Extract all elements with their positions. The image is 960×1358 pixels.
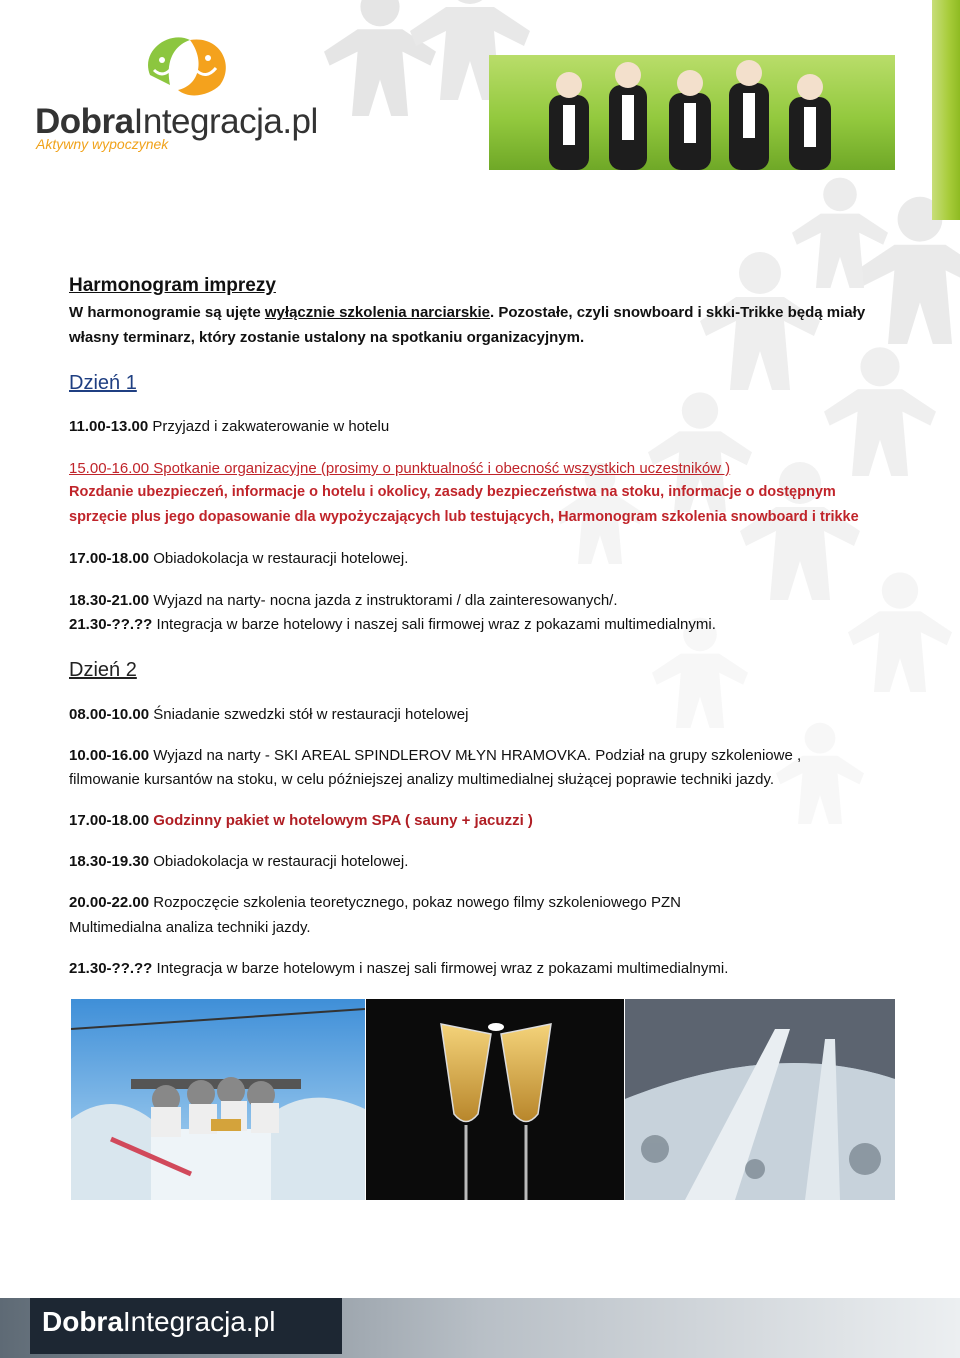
intro-line-1: W harmonogramie są ujęte wyłącznie szkolenia narciarskie. Pozostałe, czyli snowboard i skki-Trikke będą miały [69, 304, 866, 321]
day2-event-5: 20.00-22.00 Rozpoczęcie szkolenia teoretycznego, pokaz nowego filmy szkoleniowego PZN [69, 894, 682, 911]
ski-slope-aerial-photo [625, 999, 895, 1200]
logo-tagline: Aktywny wypoczynek [36, 136, 169, 152]
day-1-heading: Dzień 1 [69, 372, 137, 394]
footer-banner [0, 1298, 960, 1358]
day2-event-3: 17.00-18.00 Godzinny pakiet w hotelowym SPA ( sauny + jacuzzi ) [69, 812, 533, 829]
day2-event-6: 21.30-??.?? Integracja w barze hotelowym i naszej sali firmowej wraz z pokazami multimedialnymi. [69, 960, 729, 977]
day1-event-2: 15.00-16.00 Spotkanie organizacyjne (prosimy o punktualność i obecność wszystkich uczestników ) [69, 460, 731, 477]
page-title: Harmonogram imprezy [69, 275, 276, 296]
day1-event-5: 21.30-??.?? Integracja w barze hotelowy i naszej sali firmowej wraz z pokazami multimedialnymi. [69, 616, 716, 633]
day1-event-3: 17.00-18.00 Obiadokolacja w restauracji hotelowej. [69, 550, 409, 567]
logo-wordmark: DobraIntegracja.pl [35, 102, 318, 141]
smiley-logo-icon [130, 30, 240, 110]
day1-event-4: 18.30-21.00 Wyjazd na narty- nocna jazda z instruktorami / dla zainteresowanych/. [69, 592, 618, 609]
day1-event-2-line-2: Rozdanie ubezpieczeń, informacje o hotelu i okolicy, zasady bezpieczeństwa na stoku, informacje o dostępnym [69, 484, 836, 500]
champagne-photo [366, 999, 624, 1200]
accent-green-bar [932, 0, 960, 220]
day2-event-2: 10.00-16.00 Wyjazd na narty - SKI AREAL SPINDLEROV MŁYN HRAMOVKA. Podział na grupy szkoleniowe , [69, 747, 802, 764]
day1-event-2-line-3: sprzęcie plus jego dopasowanie dla wypożyczających lub testujących, Harmonogram szkolenia snowboard i trikke [69, 509, 859, 525]
intro-line-2: własny terminarz, który zostanie ustalony na spotkaniu organizacyjnym. [69, 329, 585, 346]
photo-strip [71, 999, 895, 1200]
footer-wordmark: DobraIntegracja.pl [42, 1306, 276, 1337]
brand-logo[interactable] [30, 30, 330, 160]
day1-event-1: 11.00-13.00 Przyjazd i zakwaterowanie w hotelu [69, 418, 390, 435]
ski-lift-photo [71, 999, 365, 1200]
hero-photo [489, 55, 895, 170]
day2-event-2-line-2: filmowanie kursantów na stoku, w celu późniejszej analizy multimedialnej służącej poprawie techniki jazdy. [69, 771, 775, 788]
day2-event-4: 18.30-19.30 Obiadokolacja w restauracji hotelowej. [69, 853, 409, 870]
day-2-heading: Dzień 2 [69, 659, 137, 681]
day2-event-1: 08.00-10.00 Śniadanie szwedzki stół w restauracji hotelowej [69, 706, 469, 723]
day2-event-5-line-2: Multimedialna analiza techniki jazdy. [69, 919, 311, 936]
footer-logo[interactable] [30, 1298, 342, 1354]
